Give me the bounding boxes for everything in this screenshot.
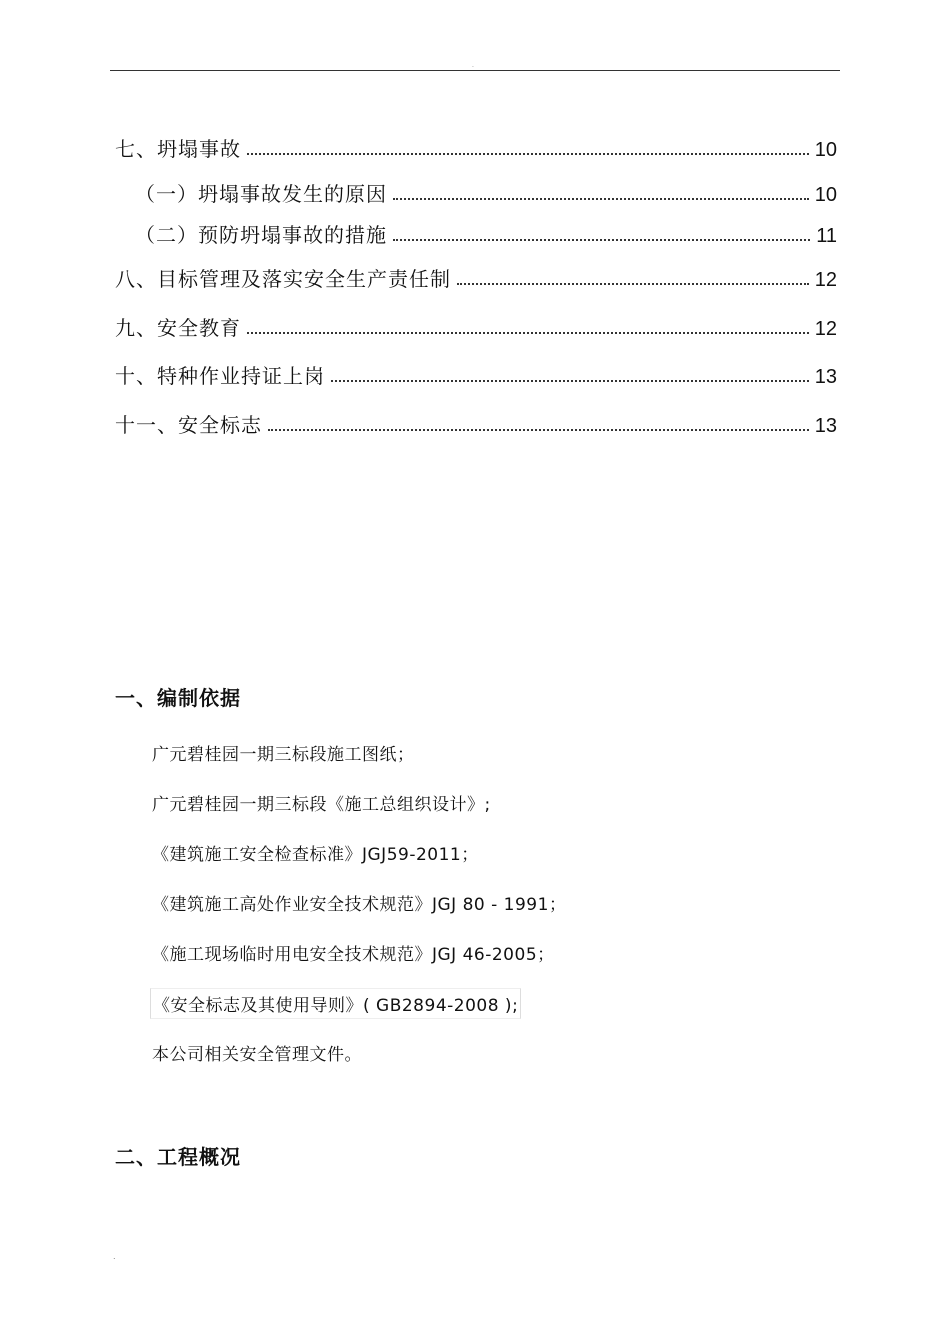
toc-entry-title: 十一、安全标志 bbox=[115, 413, 262, 437]
toc-entry-8[interactable] bbox=[115, 258, 837, 292]
toc-entry-9[interactable] bbox=[115, 307, 837, 341]
toc-entry-title: （二）预防坍塌事故的措施 bbox=[135, 223, 387, 247]
toc-entry-title: 九、安全教育 bbox=[115, 316, 241, 340]
toc-entry-title: 十、特种作业持证上岗 bbox=[115, 364, 325, 388]
toc-entry-page: 12 bbox=[814, 269, 837, 291]
header-mark: . bbox=[472, 62, 474, 69]
toc-entry-7-2[interactable] bbox=[115, 214, 837, 248]
toc-entry-page: 10 bbox=[814, 184, 837, 206]
section-heading-basis: 一、编制依据 bbox=[115, 686, 241, 710]
toc-entry-title: 八、目标管理及落实安全生产责任制 bbox=[115, 267, 451, 291]
toc-leader-dots bbox=[331, 380, 809, 382]
basis-item: 《安全标志及其使用导则》( GB2894-2008 ); bbox=[150, 988, 521, 1019]
basis-item: 《施工现场临时用电安全技术规范》JGJ 46-2005； bbox=[152, 945, 555, 965]
toc-entry-page: 13 bbox=[814, 366, 837, 388]
toc-leader-dots bbox=[268, 429, 809, 431]
toc-entry-page: 13 bbox=[814, 415, 837, 437]
section-heading-overview: 二、工程概况 bbox=[115, 1145, 241, 1169]
basis-item: 本公司相关安全管理文件。 bbox=[152, 1045, 362, 1065]
basis-item: 广元碧桂园一期三标段施工图纸； bbox=[152, 745, 415, 765]
toc-leader-dots bbox=[247, 332, 809, 334]
toc-entry-7-1[interactable] bbox=[115, 173, 837, 207]
toc-entry-11[interactable] bbox=[115, 404, 837, 438]
toc-leader-dots bbox=[393, 198, 809, 200]
toc-entry-7[interactable] bbox=[115, 128, 837, 162]
toc-entry-title: 七、坍塌事故 bbox=[115, 137, 241, 161]
toc-entry-page: 11 bbox=[816, 225, 837, 247]
toc-entry-title: （一）坍塌事故发生的原因 bbox=[135, 182, 387, 206]
footer-mark: . bbox=[113, 1252, 116, 1261]
header-rule bbox=[110, 70, 840, 71]
basis-item: 《建筑施工高处作业安全技术规范》JGJ 80 - 1991； bbox=[152, 895, 567, 915]
toc-leader-dots bbox=[393, 239, 810, 241]
toc-entry-10[interactable] bbox=[115, 355, 837, 389]
toc-entry-page: 12 bbox=[814, 318, 837, 340]
toc-leader-dots bbox=[247, 153, 809, 155]
basis-item: 广元碧桂园一期三标段《施工总组织设计》; bbox=[152, 795, 491, 815]
toc-leader-dots bbox=[457, 283, 809, 285]
toc-entry-page: 10 bbox=[814, 139, 837, 161]
basis-item: 《建筑施工安全检查标准》JGJ59-2011； bbox=[152, 845, 479, 865]
